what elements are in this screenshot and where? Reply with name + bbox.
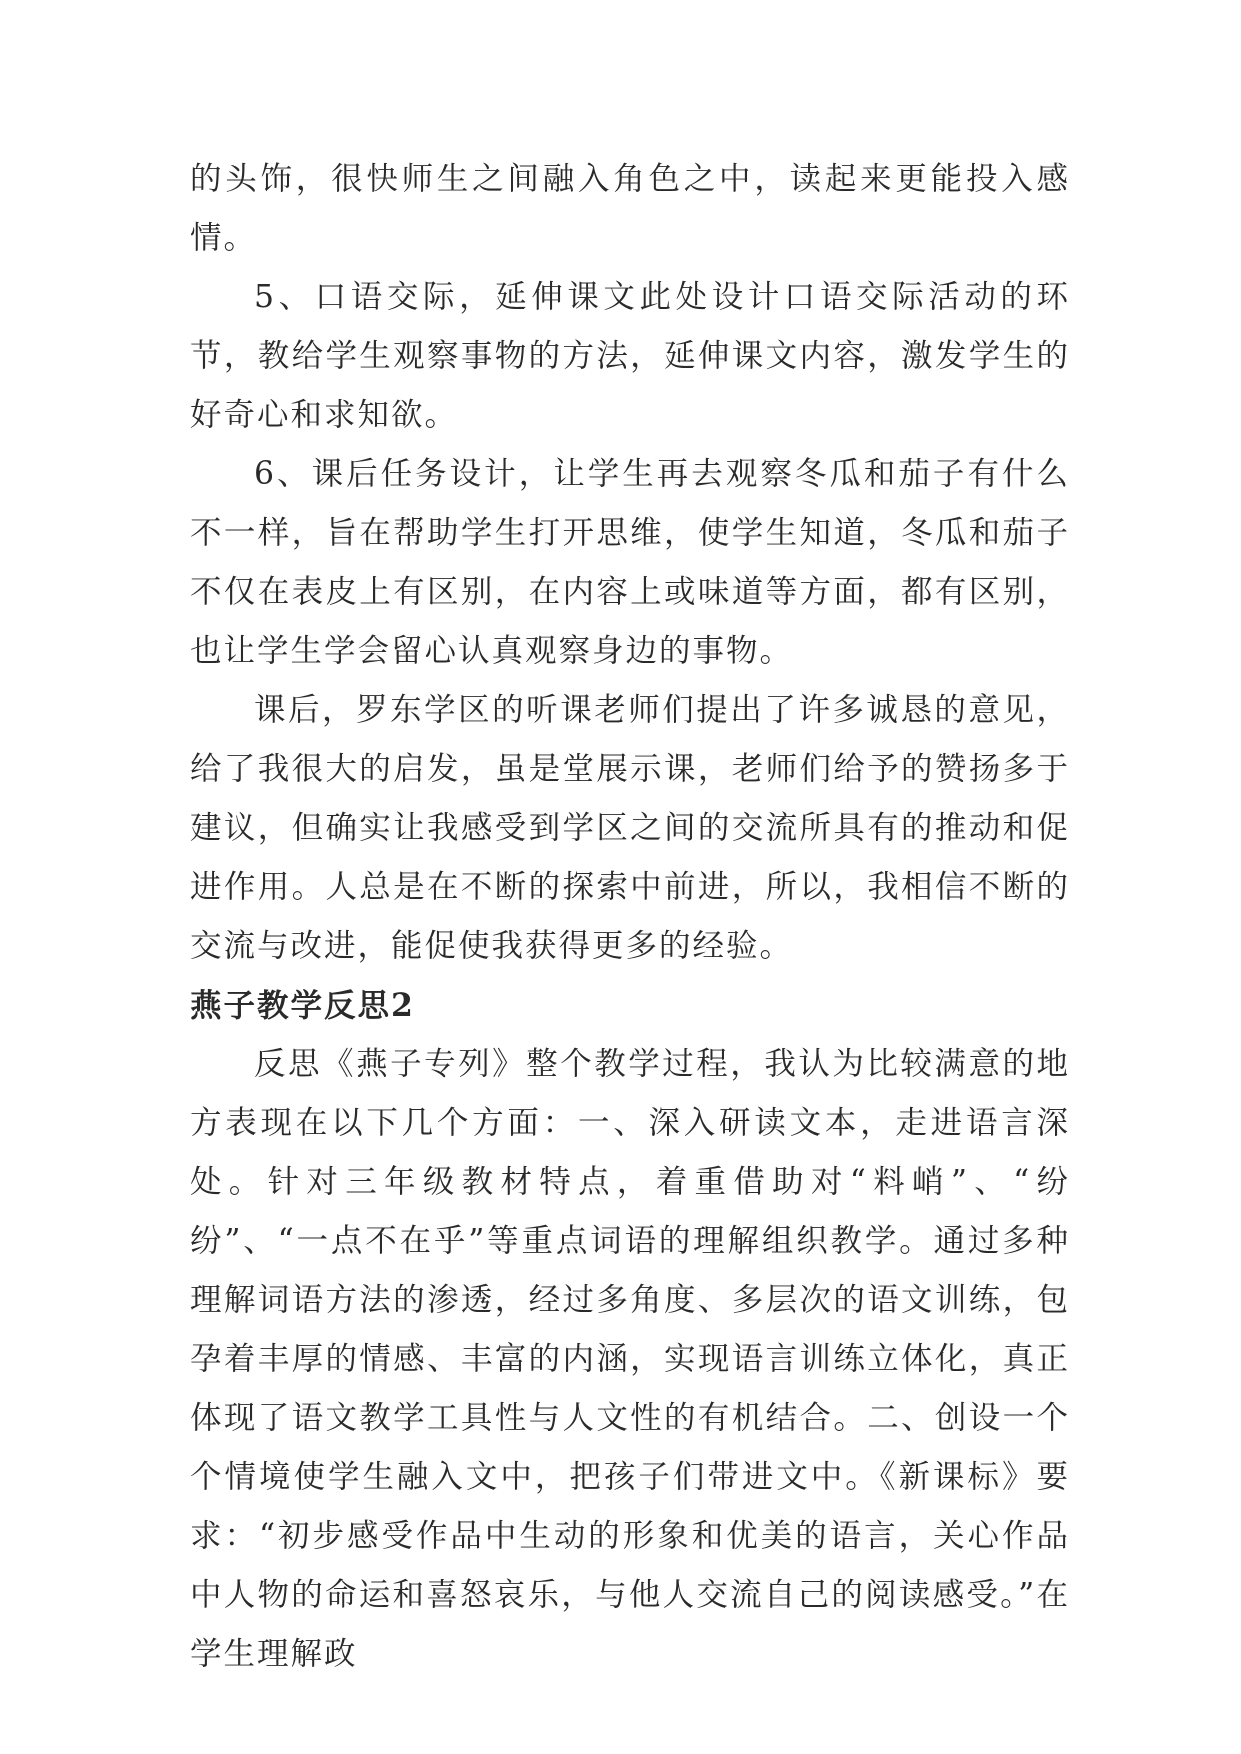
paragraph-reflection: 反思《燕子专列》整个教学过程，我认为比较满意的地方表现在以下几个方面：一、深入研读文本，走进语言深处。针对三年级教材特点，着重借助对“料峭”、“纷纷”、“一点不在乎”等重点词语的理解组织教学。通过多种理解词语方法的渗透，经过多角度、多层次的语文训练，包孕着丰厚的情感、丰富的内涵，实现语言训练立体化，真正体现了语文教学工具性与人文性的有机结合。二、创设一个个情境使学生融入文中，把孩子们带进文中。《新课标》要求：“初步感受作品中生动的形象和优美的语言，关心作品中人物的命运和喜怒哀乐，与他人交流自己的阅读感受。”在学生理解政	[190, 1046, 1070, 1672]
paragraph-teacher-feedback: 课后，罗东学区的听课老师们提出了许多诚恳的意见，给了我很大的启发，虽是堂展示课，老师们给予的赞扬多于建议，但确实让我感受到学区之间的交流所具有的推动和促进作用。人总是在不断的探索中前进，所以，我相信不断的交流与改进，能促使我获得更多的经验。	[190, 692, 1070, 964]
paragraph-after-class-task: 6、课后任务设计，让学生再去观察冬瓜和茄子有什么不一样，旨在帮助学生打开思维，使学生知道，冬瓜和茄子不仅在表皮上有区别，在内容上或味道等方面，都有区别，也让学生学会留心认真观察身边的事物。	[190, 456, 1070, 669]
paragraph-oral-communication: 5、口语交际，延伸课文此处设计口语交际活动的环节，教给学生观察事物的方法，延伸课文内容，激发学生的好奇心和求知欲。	[190, 279, 1070, 433]
section-heading: 燕子教学反思2	[190, 987, 415, 1024]
paragraph-continuation: 的头饰，很快师生之间融入角色之中，读起来更能投入感情。	[190, 161, 1070, 256]
document-body	[190, 150, 1070, 1684]
